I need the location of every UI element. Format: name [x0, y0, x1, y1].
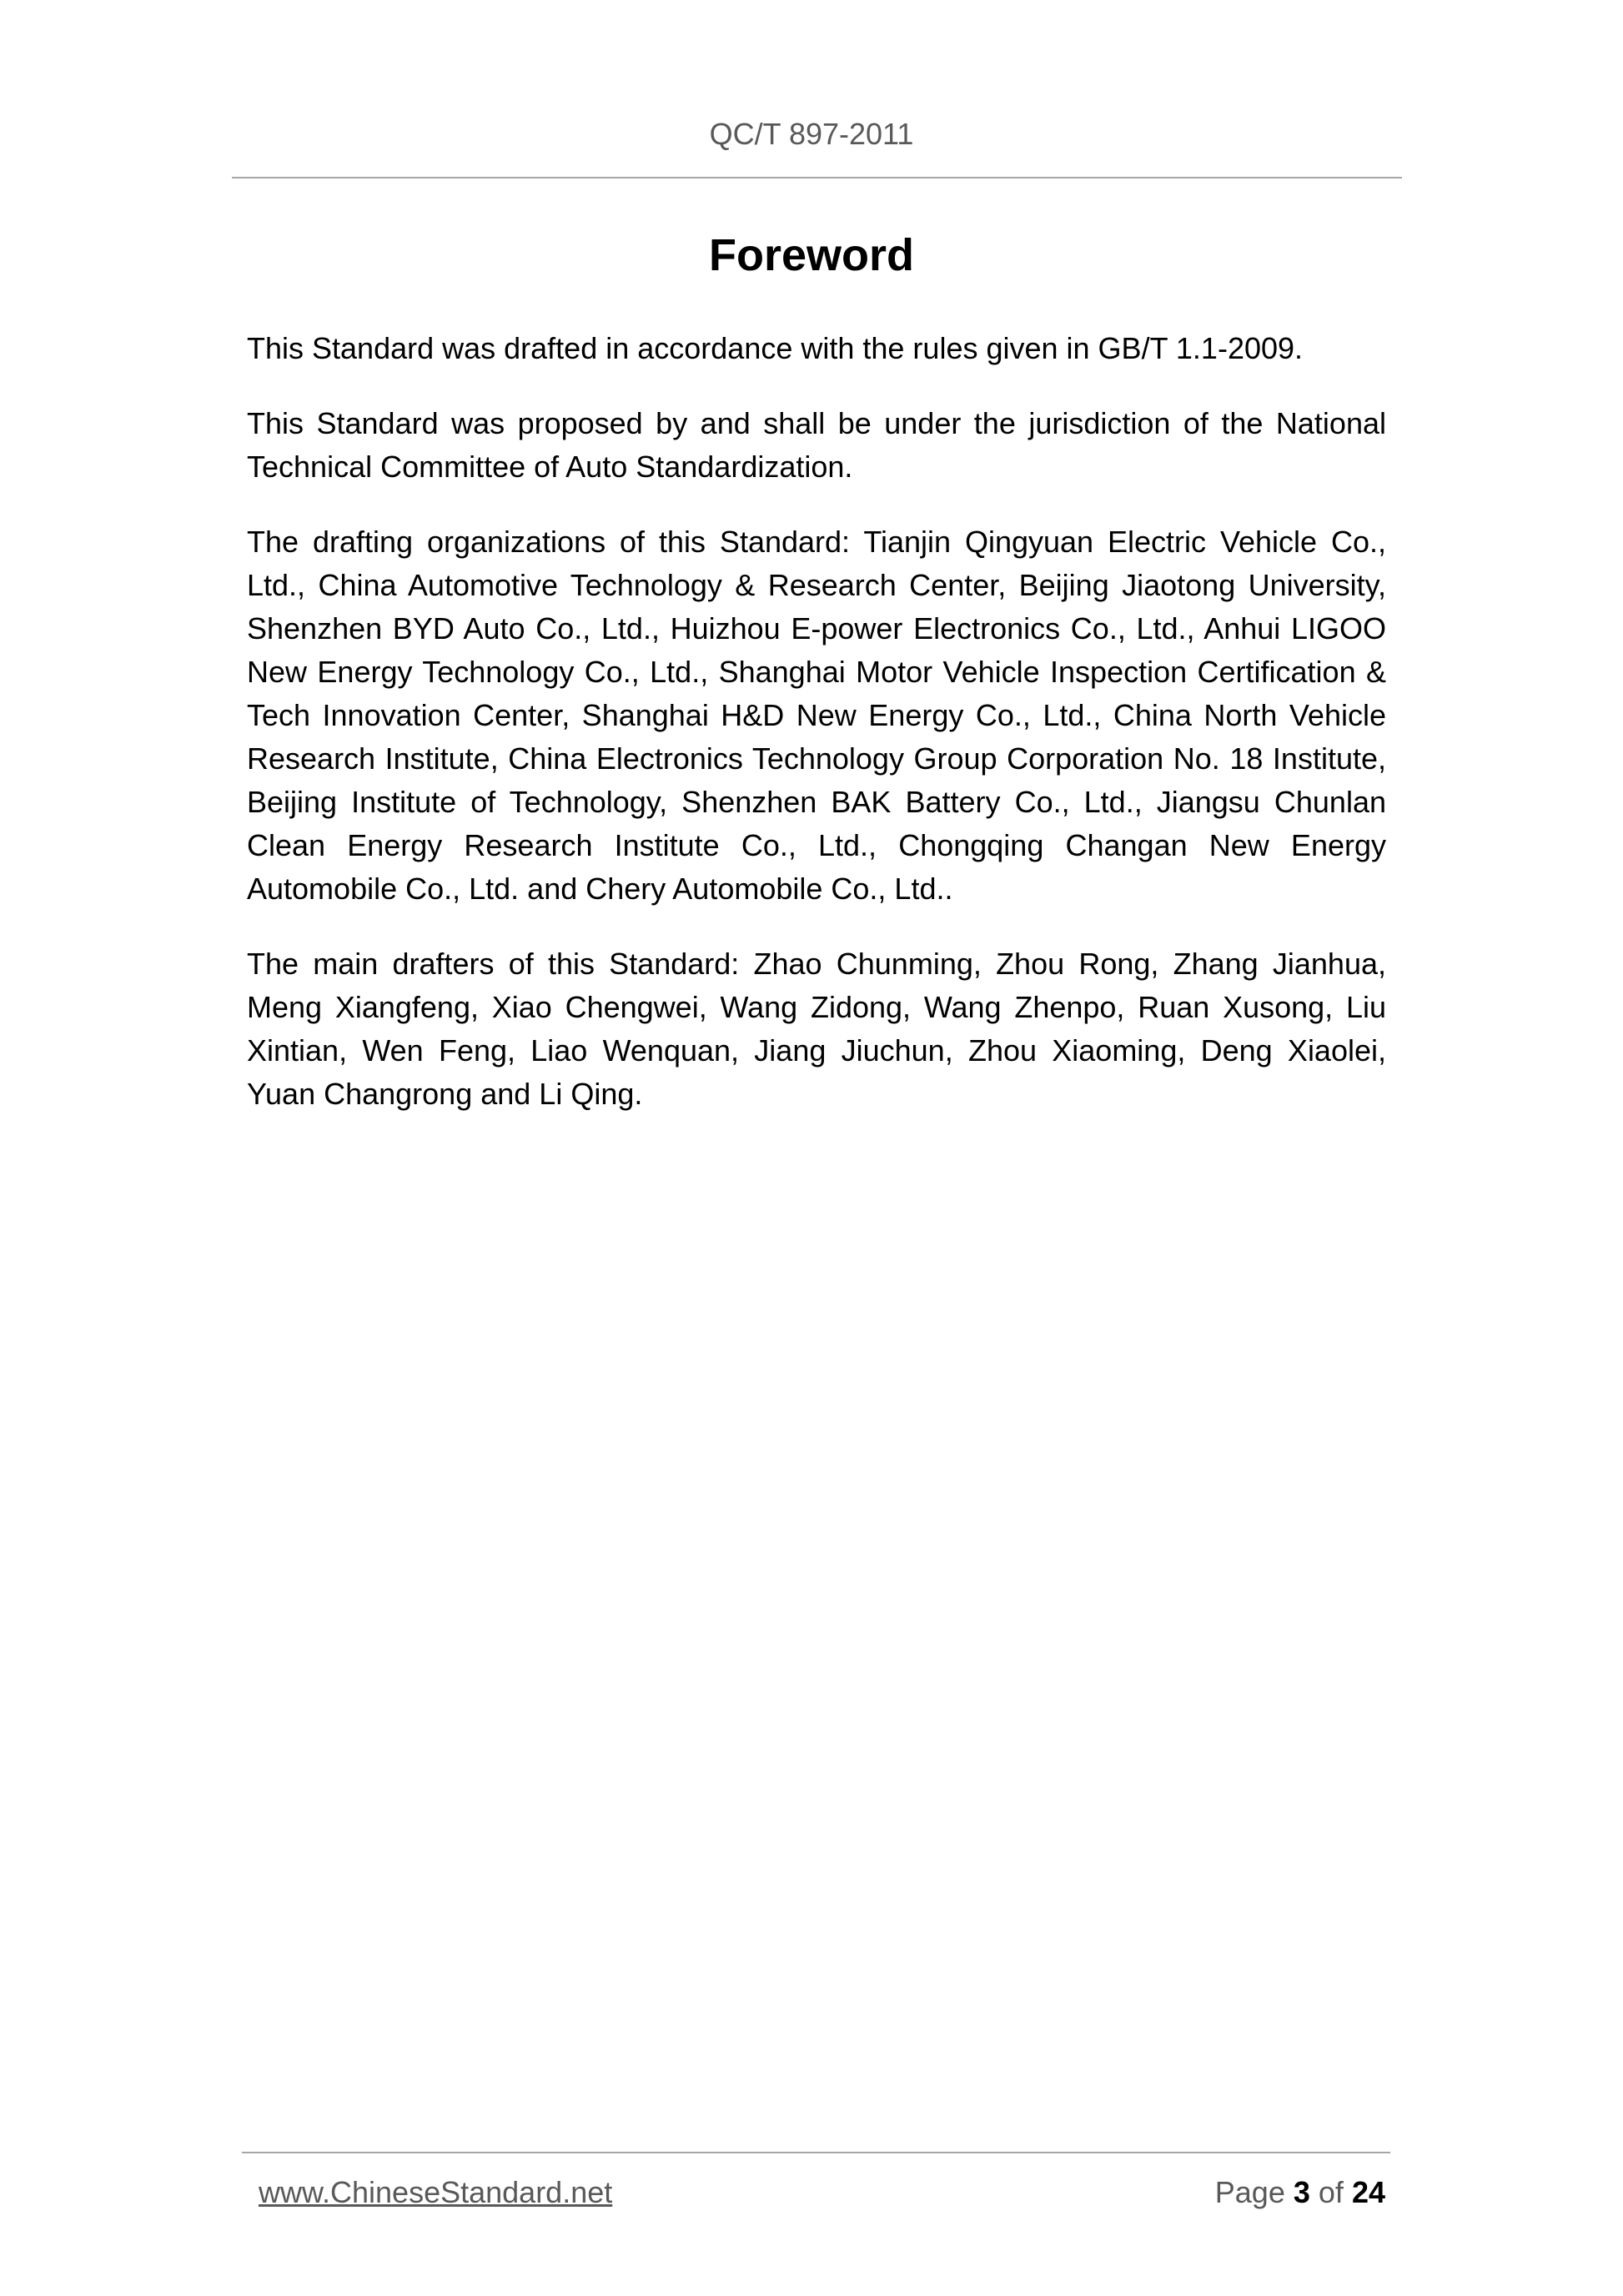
paragraph-drafting-rules: This Standard was drafted in accordance with the rules given in GB/T 1.1-2009.: [247, 331, 1304, 365]
page-prefix: Page: [1214, 2175, 1285, 2209]
page-total: 24: [1351, 2175, 1385, 2209]
paragraph-jurisdiction: This Standard was proposed by and shall be under the jurisdiction of the National Technical Committee of Auto Standardization.: [247, 406, 1386, 484]
website-link[interactable]: www.ChineseStandard.net: [259, 2175, 613, 2209]
foreword-body: [247, 327, 1386, 1148]
page-separator: of: [1318, 2175, 1344, 2209]
paragraph-main-drafters: The main drafters of this Standard: Zhao Chunming, Zhou Rong, Zhang Jianhua, Meng Xiangfeng, Xiao Chengwei, Wang Zidong, Wang Zhenpo, Ruan Xusong, Liu Xintian, Wen Feng, Liao Wenquan, Jiang Jiuchun, Zhou Xiaoming, Deng Xiaolei, Yuan Changrong and Li Qing.: [247, 947, 1386, 1111]
document-code: QC/T 897-2011: [709, 117, 914, 151]
page-title: Foreword: [708, 230, 914, 280]
page-current: 3: [1293, 2175, 1310, 2209]
header-divider: [232, 177, 1402, 178]
paragraph-drafting-organizations: The drafting organizations of this Standard: Tianjin Qingyuan Electric Vehicle Co., Ltd., China Automotive Technology & Research Center, Beijing Jiaotong University, Shenzhen BYD Auto Co., Ltd., Huizhou E-power Electronics Co., Ltd., Anhui LIGOO New Energy Technology Co., Ltd., Shanghai Motor Vehicle Inspection Certification & Tech Innovation Center, Shanghai H&D New Energy Co., Ltd., China North Vehicle Research Institute, China Electronics Technology Group Corporation No. 18 Institute, Beijing Institute of Technology, Shenzhen BAK Battery Co., Ltd., Jiangsu Chunlan Clean Energy Research Institute Co., Ltd., Chongqing Changan New Energy Automobile Co., Ltd. and Chery Automobile Co., Ltd..: [247, 525, 1386, 906]
footer-divider: [242, 2152, 1390, 2153]
page-indicator: [1215, 2175, 1385, 2210]
